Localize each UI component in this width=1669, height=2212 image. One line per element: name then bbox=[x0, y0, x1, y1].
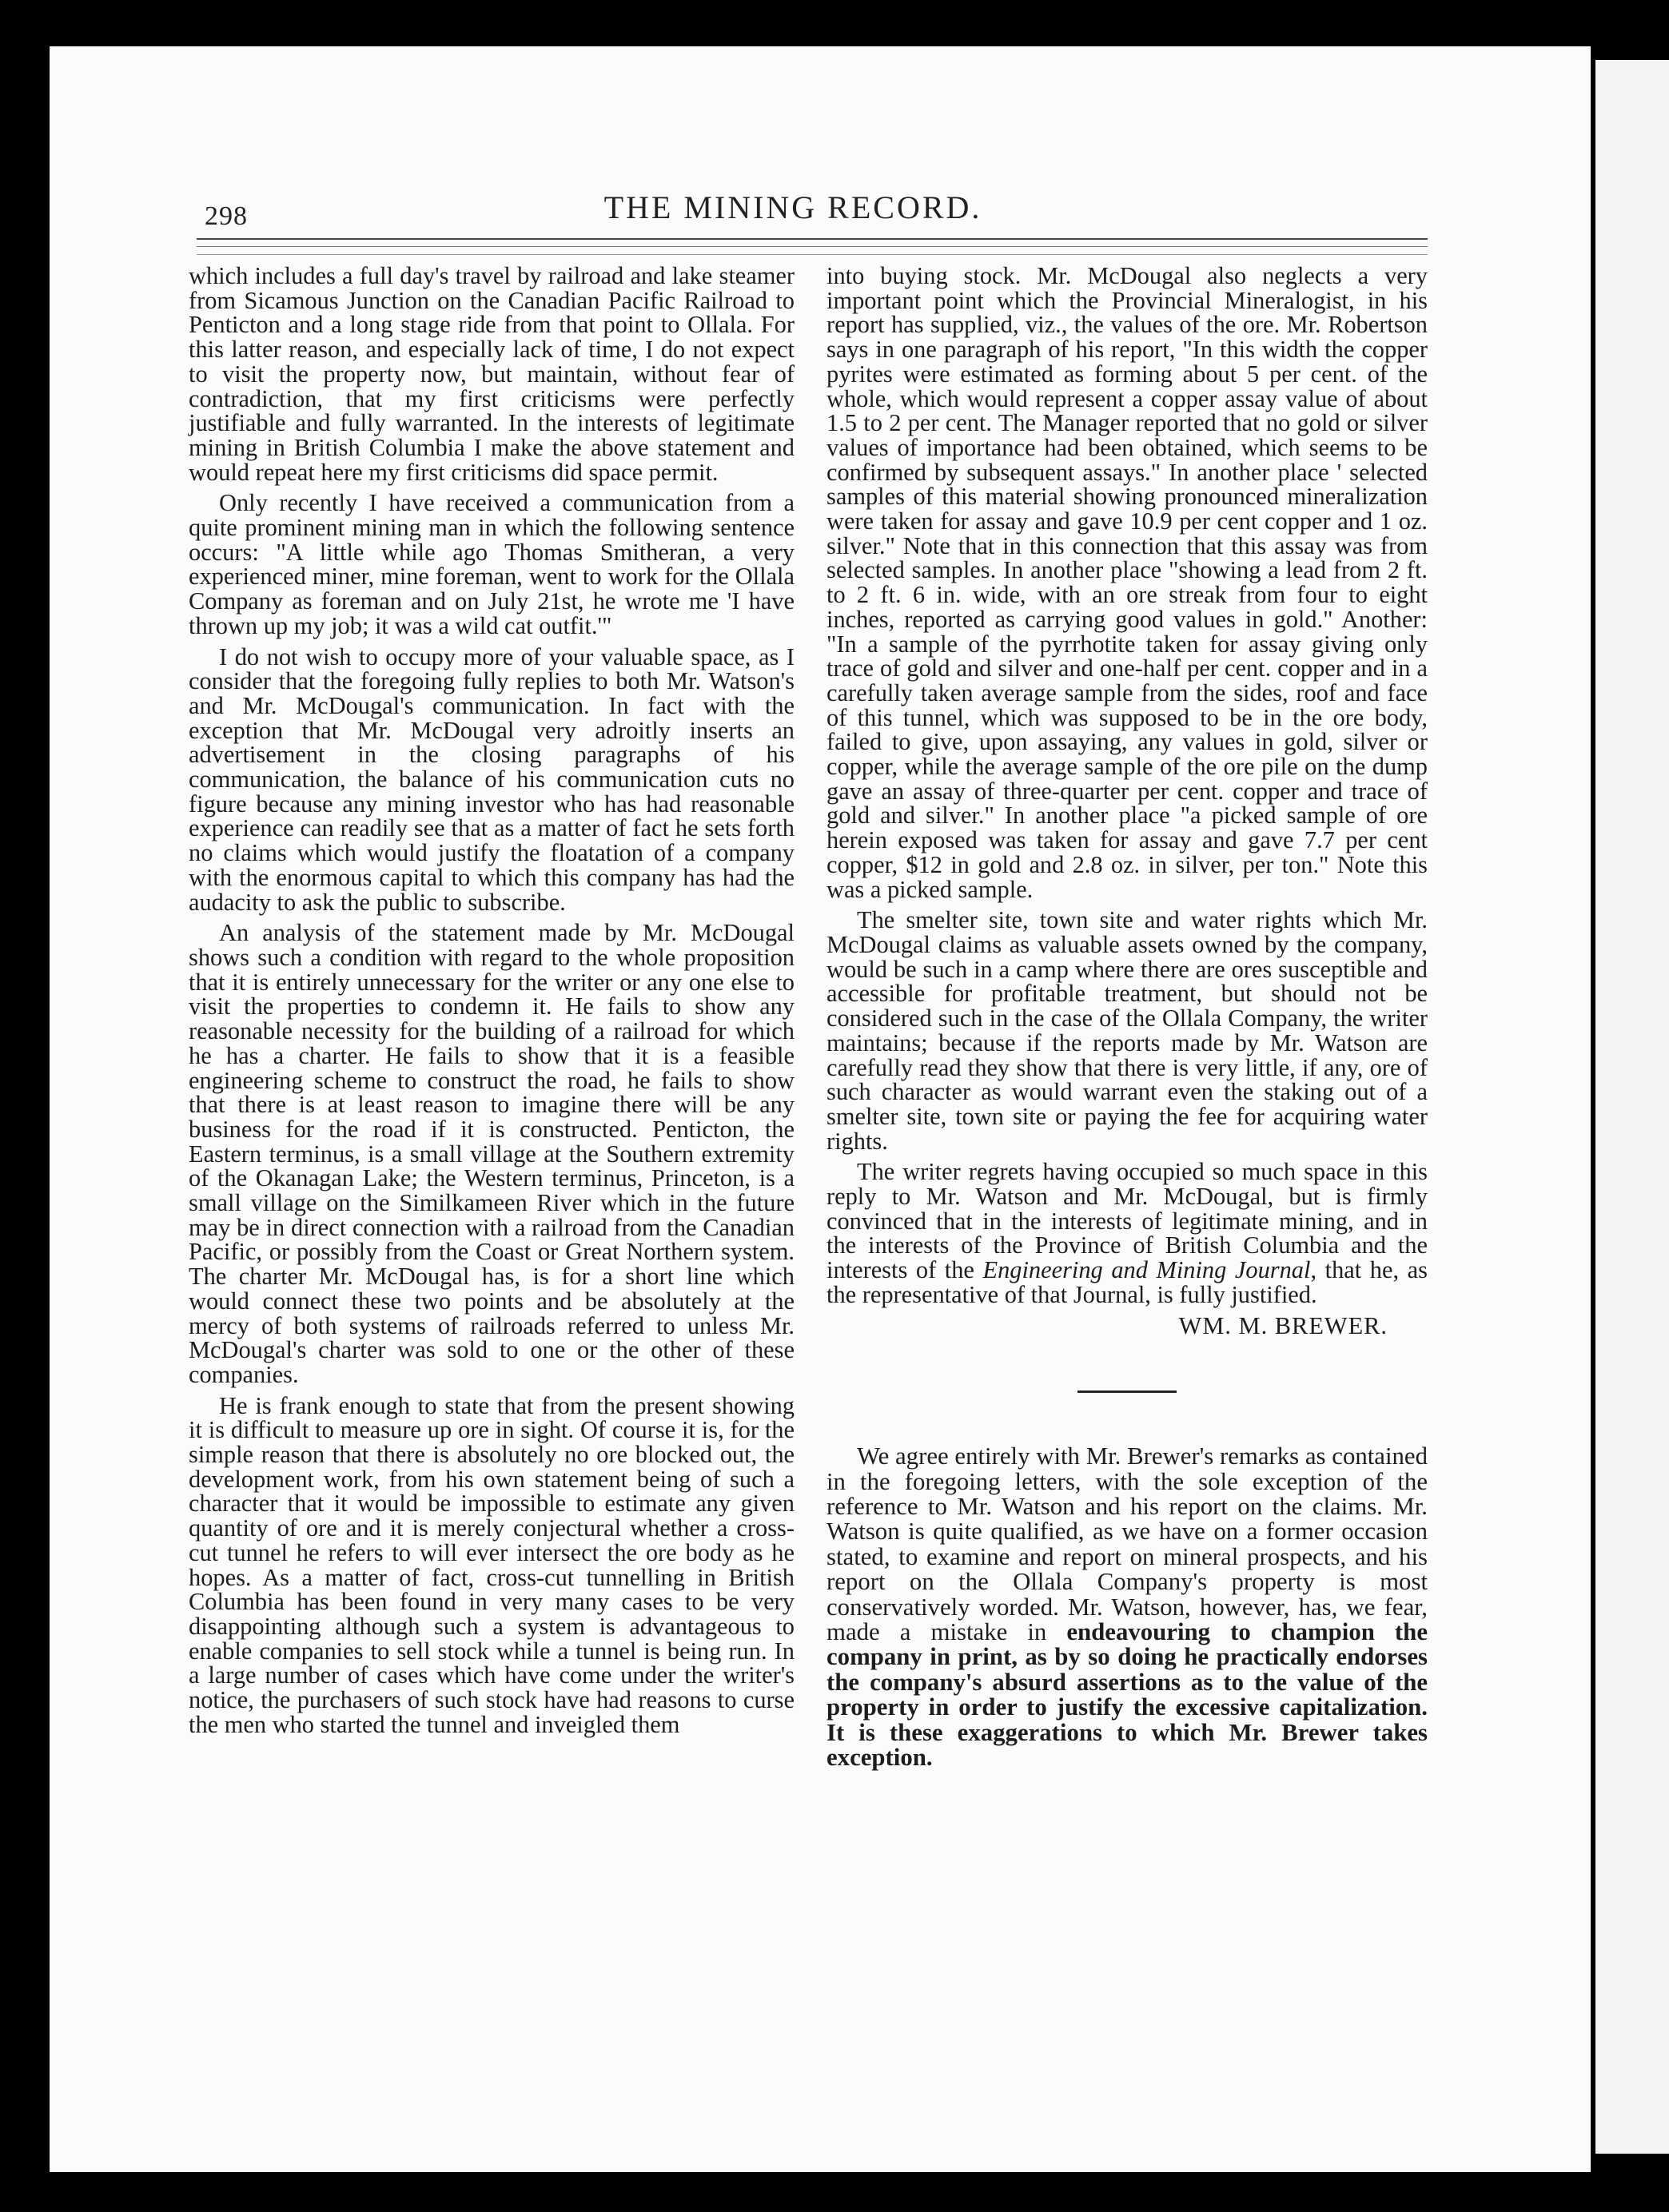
editorial-bold-text: endeavouring to champion the company in print, as by so doing he practically endorses the company's absurd assertions as to the value of the property in order to justify the excessive capitalization. It is these exaggerations to which Mr. Brewer takes exception. bbox=[827, 1618, 1428, 1772]
editorial-note bbox=[827, 1444, 1428, 1770]
header-rule-middle bbox=[197, 246, 1428, 247]
left-paragraph-3: I do not wish to occupy more of your valuable space, as I consider that the foregoing fully replies to both Mr. Watson's and Mr. McDougal's communication. In fact with the exception that Mr. McDougal very adroitly inserts an advertisement in the closing paragraphs of his communication, the balance of his communication cuts no figure because any mining investor who has had reasonable experience can readily see that as a matter of fact he sets forth no claims which would justify the floatation of a company with the enormous capital to which this company has had the audacity to ask the public to subscribe. bbox=[189, 643, 795, 916]
journal-name: Engineering and Mining Journal bbox=[982, 1256, 1311, 1284]
header-rule-bottom bbox=[197, 254, 1428, 255]
signature: WM. M. BREWER. bbox=[1178, 1311, 1388, 1339]
closing-text-after: , that he, as the representative of that Journal, is fully justified. bbox=[827, 1256, 1428, 1308]
left-paragraph-2: Only recently I have received a communication from a quite prominent mining man in which the following sentence occurs: "A little while ago Thomas Smitheran, a very experienced miner, mine foreman, went to work for the Ollala Company as foreman and on July 21st, he wrote me 'I have thrown up my job; it was a wild cat outfit.'" bbox=[189, 489, 795, 639]
section-divider bbox=[1077, 1390, 1177, 1393]
running-title: THE MINING RECORD. bbox=[603, 189, 982, 225]
page-number: 298 bbox=[205, 201, 248, 231]
left-column bbox=[189, 264, 795, 1743]
right-paragraph-2: The smelter site, town site and water rights which Mr. McDougal claims as valuable assets owned by the company, would be such in a camp where there are ores susceptible and accessible for profitable treatment, but should not be considered such in the case of the Ollala Company, the writer maintains; because if the reports made by Mr. Watson are carefully read they show that there is very little, if any, ore of such character as would warrant even the staking out of a smelter site, town site or paying the fee for acquiring water rights. bbox=[827, 906, 1428, 1155]
closing-text-before: The writer regrets having occupied so much space in this reply to Mr. Watson and Mr. McDougal, but is firmly convinced that in the interests of legitimate mining, and in the interests of the Province of British Columbia and the interests of the bbox=[827, 1158, 1428, 1284]
header-rule-top bbox=[197, 238, 1428, 240]
page-header bbox=[157, 179, 1429, 231]
left-paragraph-5: He is frank enough to state that from the present showing it is difficult to measure up ore in sight. Of course it is, for the simple reason that there is absolutely no ore blocked out, the development work, from his own statement being of such a character that it would be impossible to estimate any given quantity of ore and it is merely conjectural whether a cross-cut tunnel he refers to will ever intersect the ore body as he hopes. As a matter of fact, cross-cut tunnelling in British Columbia has been found in very many cases to be very disappointing although such a system is advantageous to enable companies to sell stock while a tunnel is being run. In a large number of cases which have come under the writer's notice, the purchasers of such stock have had reasons to curse the men who started the tunnel and inveigled them bbox=[189, 1391, 795, 1738]
right-paragraph-3 bbox=[827, 1160, 1428, 1307]
editorial-text: We agree entirely with Mr. Brewer's remarks as contained in the foregoing letters, with the sole exception of the reference to Mr. Watson and his report on the claims. Mr. Watson is quite qualified, as we have on a former occasion stated, to examine and report on mineral prospects, and his report on the Ollala Company's property is most conservatively worded. Mr. Watson, however, has, we fear, made a mistake in bbox=[827, 1442, 1428, 1646]
left-paragraph-1: which includes a full day's travel by railroad and lake steamer from Sicamous Junction on the Canadian Pacific Railroad to Penticton and a long stage ride from that point to Ollala. For this latter reason, and especially lack of time, I do not expect to visit the property now, but maintain, without fear of contradiction, that my first criticisms were perfectly justifiable and fully warranted. In the interests of legitimate mining in British Columbia I make the above statement and would repeat here my first criticisms did space permit. bbox=[189, 262, 795, 486]
right-column bbox=[827, 264, 1428, 1777]
adjacent-page-edge bbox=[1595, 60, 1669, 2154]
left-paragraph-4: An analysis of the statement made by Mr. McDougal shows such a condition with regard to the whole proposition that it is entirely unnecessary for the writer or any one else to visit the properties to condemn it. He fails to show any reasonable necessity for the building of a railroad for which he has a charter. He fails to show that it is a feasible engineering scheme to construct the road, he fails to show that there is at least reason to imagine there will be any business for the road if it is constructed. Penticton, the Eastern terminus, is a small village at the Southern extremity of the Okanagan Lake; the Western terminus, Princeton, is a small village on the Similkameen River which in the future may be in direct connection with a railroad from the Canadian Pacific, or possibly from the Coast or Great Northern system. The charter Mr. McDougal has, is for a short line which would connect these two points and be absolutely at the mercy of both systems of railroads referred to unless Mr. McDougal's charter was sold to one or the other of these companies. bbox=[189, 919, 795, 1388]
right-paragraph-1: into buying stock. Mr. McDougal also neglects a very important point which the Provincial Mineralogist, in his report has supplied, viz., the values of the ore. Mr. Robertson says in one paragraph of his report, "In this width the copper pyrites were estimated as forming about 5 per cent. of the whole, which would represent a copper assay value of about 1.5 to 2 per cent. The Manager reported that no gold or silver values of importance had been obtained, which seems to be confirmed by subsequent assays." In another place ' selected samples of this material showing pronounced mineralization were taken for assay and gave 10.9 per cent copper and 1 oz. silver." Note that in this connection that this assay was from selected samples. In another place "showing a lead from 2 ft. to 2 ft. 6 in. wide, with an ore streak from four to eight inches, reported as carrying good values in gold." Another: "In a sample of the pyrrhotite taken for assay giving only trace of gold and silver and one-half per cent. copper and in a carefully taken average sample from the sides, roof and face of this tunnel, which was supposed to be in the ore body, failed to give, upon assaying, any values in gold, silver or copper, while the average sample of the ore pile on the dump gave an assay of three-quarter per cent. copper and trace of gold and silver." In another place "a picked sample of ore herein exposed was taken for assay and gave 7.7 per cent copper, $12 in gold and 2.8 oz. in silver, per ton." Note this was a picked sample. bbox=[827, 262, 1428, 903]
